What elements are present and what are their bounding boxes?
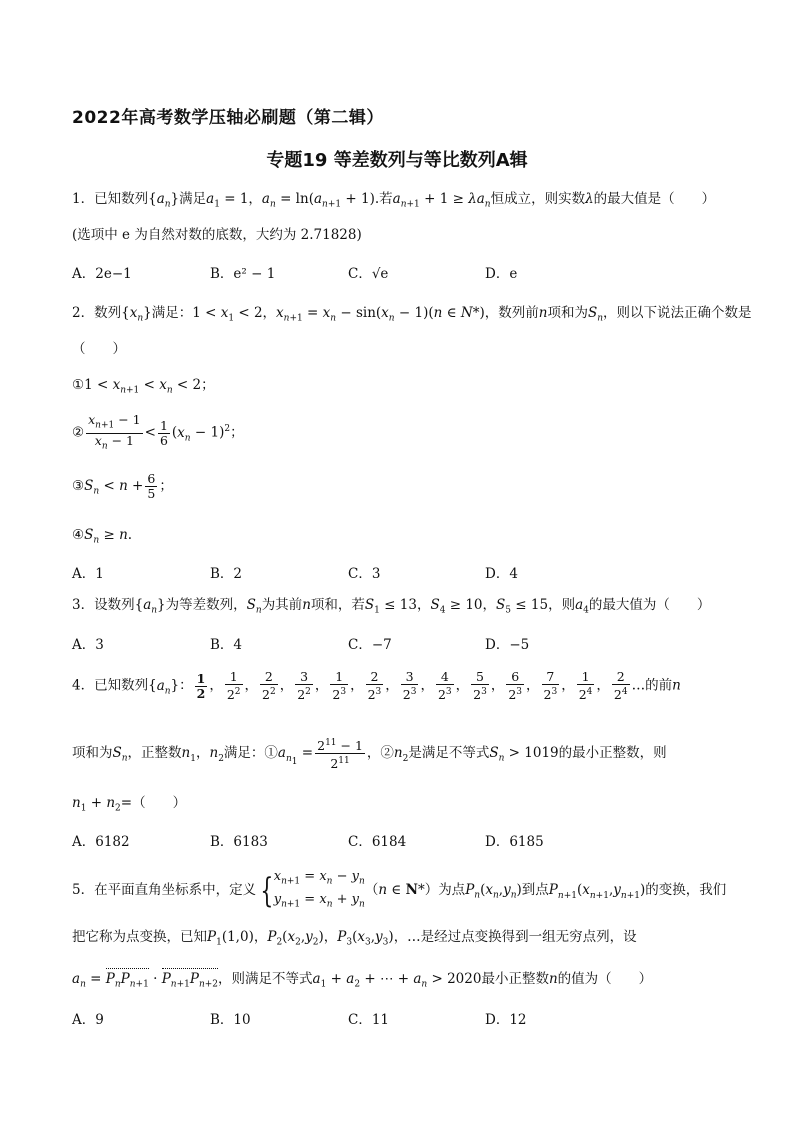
- q1-stem: 1．已知数列$\{a_n\}$满足$a_1 = 1$，$a_n = \ln(a_{n+1} + 1)$.若$a_{n+1} + 1 \ge \lambda a_n$恒成立，则实数λ的最大值是（ ）: [72, 191, 716, 210]
- q5-option-c[interactable]: C．11: [348, 1012, 390, 1028]
- q5-line3: $a_n = P_nP_{n+1} \cdot P_{n+1}P_{n+2}$，则满足不等式$a_1 + a_2$ + ⋯ + $a_n > 2020$最小正整数n的值为（ ）: [72, 970, 652, 994]
- q5-option-d[interactable]: D．12: [485, 1012, 527, 1028]
- q3-option-b[interactable]: B．4: [210, 637, 243, 653]
- q2-option-c[interactable]: C．3: [348, 566, 381, 582]
- q5-stem: 5．在平面直角坐标系中，定义 {$x_{n+1} = x_n - y_n$ $y_{n+1} = x_n + y_n(n$ ∈ N*）为点$P_n(x_n,y_n)$到点$P_{n+1}(x_{n+1},y_{n+1})$的变换，我们: [72, 869, 727, 911]
- q5-option-b[interactable]: B．10: [210, 1012, 251, 1028]
- q5-option-a[interactable]: A．9: [72, 1012, 104, 1028]
- q3-options: [72, 633, 722, 651]
- q1-option-d[interactable]: D．e: [485, 266, 518, 282]
- q2-item-3: $③S_n < n$ + $\frac{6}{5}$ ；: [72, 471, 173, 501]
- q1-option-a[interactable]: A．2e−1: [72, 266, 132, 282]
- q2-item-1: ①1 < $x_{n+1} < x_n < 2$；: [72, 377, 215, 396]
- q2-paren: （ ）: [72, 341, 126, 357]
- q2-options: [72, 562, 722, 580]
- q5-options: [72, 1008, 722, 1026]
- q1-note: (选项中 e 为自然对数的底数，大约为 2.71828): [72, 227, 362, 243]
- q2-item-4: $④S_n \ge n$.: [72, 527, 133, 546]
- q4-option-b[interactable]: B．6183: [210, 834, 268, 850]
- q4-line3: $n_1 + n_2=$（ ）: [72, 795, 187, 814]
- q2-option-d[interactable]: D．4: [485, 566, 518, 582]
- q4-option-d[interactable]: D．6185: [485, 834, 544, 850]
- q2-item-2: ② $\frac{x_{n+1} - 1}{x_n - 1}$ < $\frac{1}{6}$ $(x_n - 1)^2$；: [72, 412, 244, 451]
- q3-stem: 3．设数列$\{a_n\}$为等差数列，$S_n$为其前n项和，若$S_1 \le 13$，$S_4 \ge 10$，$S_5 \le 15$，则$a_4$的最大值为（ ）: [72, 597, 711, 616]
- q4-option-c[interactable]: C．6184: [348, 834, 407, 850]
- q1-option-c[interactable]: C．√e: [348, 266, 389, 282]
- q3-option-a[interactable]: A．3: [72, 637, 104, 653]
- q5-line2: 把它称为点变换，已知$P_1(1,0)$，$P_2(x_2,y_2)$，$P_3(x_3,y_3)$，…是经过点变换得到一组无穷点列，设: [72, 929, 637, 948]
- q3-option-d[interactable]: D．−5: [485, 637, 530, 653]
- q2-option-b[interactable]: B．2: [210, 566, 243, 582]
- topic-title: 专题19 等差数列与等比数列A辑: [266, 150, 528, 171]
- q3-option-c[interactable]: C．−7: [348, 637, 392, 653]
- q1-options: [72, 262, 722, 280]
- q4-option-a[interactable]: A．6182: [72, 834, 130, 850]
- q4-options: [72, 830, 722, 848]
- page-title: 2022年高考数学压轴必刷题（第二辑）: [72, 108, 384, 128]
- q2-stem: 2．数列$\{x_n\}$满足：$1 < x_1 < 2$，$x_{n+1} = x_n - \sin(x_n - 1)(n$ ∈ N*)，数列前n项和为$S_n$，则以下说法正确个数是: [72, 305, 752, 324]
- q4-line2: 项和为$S_n$，正整数$n_1$，$n_2$满足：$①a_{n_1}$ = $\frac{2^{11} - 1}{2^{11}}$ ，$②n_2$是满足不等式$S_n > 1019$的最小正整数，则: [72, 738, 667, 772]
- q4-stem: 4．已知数列$\{a_n\}$： $\frac{1}{2}$ ， $\frac{1}{2^2}$ ， $\frac{2}{2^2}$ ， $\frac{3}{2^2}$ ， $\frac{1}{2^3}$ ， $\frac{2}{2^3}$ ， $\frac{3}{2^3}$ ， $\frac{4}{2^3}$ ， $\frac{5}{2^3}$ ， $\frac{6}{2^3}$ ， $\frac{7}{2^3}$ ， $\frac{1}{2^4}$ ， $\frac{2}{2^4}$ …的前n: [72, 669, 681, 703]
- q1-option-b[interactable]: B．e² − 1: [210, 266, 276, 282]
- q2-option-a[interactable]: A．1: [72, 566, 104, 582]
